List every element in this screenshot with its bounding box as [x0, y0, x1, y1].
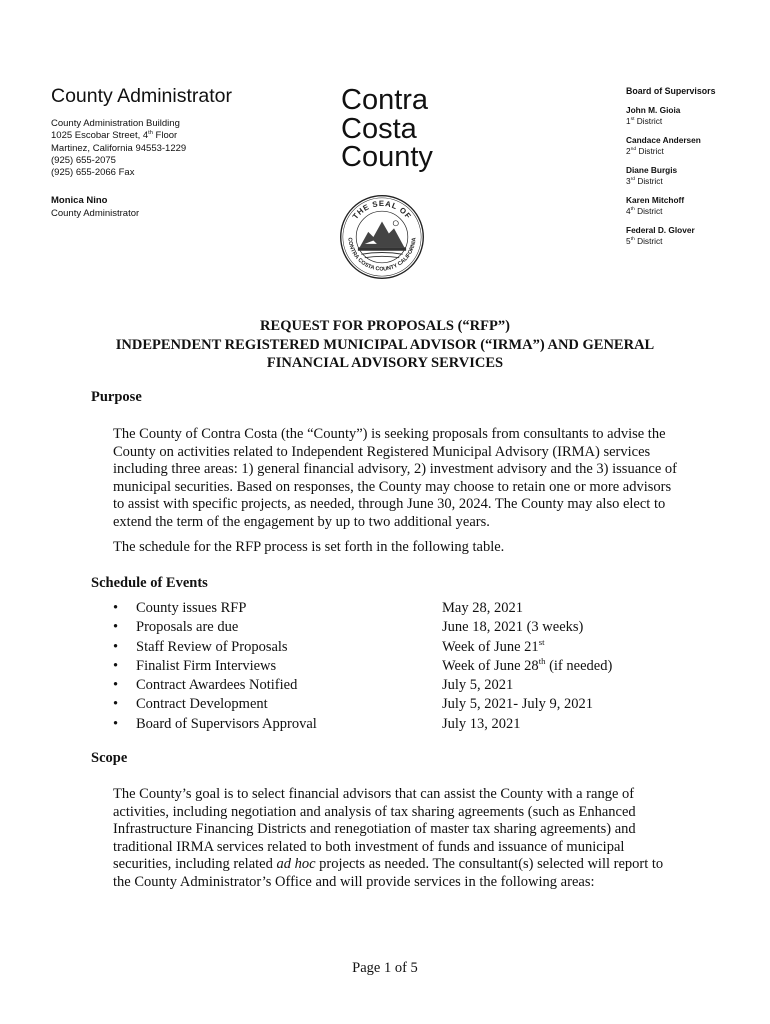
schedule-date: May 28, 2021	[442, 600, 523, 616]
schedule-event: Contract Awardees Notified	[136, 677, 298, 694]
schedule-heading: Schedule of Events	[91, 575, 208, 591]
page-number: Page 1 of 5	[352, 960, 418, 976]
purpose-heading: Purpose	[91, 389, 142, 405]
member-district: 4th District	[626, 206, 663, 216]
address-street: 1025 Escobar Street, 4th Floor	[51, 130, 178, 142]
schedule-event: Proposals are due	[136, 619, 239, 636]
schedule-date: July 5, 2021- July 9, 2021	[442, 696, 594, 713]
schedule-date: July 5, 2021	[442, 677, 514, 694]
member-name: Karen Mitchoff	[626, 195, 685, 205]
board-member	[626, 105, 766, 127]
address-fax: (925) 655-2066 Fax	[51, 167, 135, 179]
svg-text:THE SEAL OF: THE SEAL OF	[350, 199, 414, 221]
document-title: REQUEST FOR PROPOSALS (“RFP”) INDEPENDENT REGISTERED MUNICIPAL ADVISOR (“IRMA”) AND GENERAL FINANCIAL ADVISORY SERVICES	[115, 318, 655, 371]
member-district: 1st District	[626, 116, 663, 126]
board-member	[626, 135, 766, 157]
scope-paragraph: The County’s goal is to select financial advisors that can assist the County with a range of activities, including negotiation and analysis of tax sharing agreements (such as Enhanced Infrastructure Financing Districts and renegotiation of master tax sharing agreements) and traditional IRMA services related to both investment of funds and issuance of municipal securities, including related ad hoc projects as needed. The consultant(s) selected will report to the County Administrator’s Office and will provide services in the following areas:	[113, 786, 664, 890]
schedule-date: Week of June 21st	[442, 636, 545, 655]
address-building: County Administration Building	[51, 118, 180, 129]
board-of-supervisors	[626, 86, 766, 255]
purpose-paragraph: The County of Contra Costa (the “County”) is seeking proposals from consultants to advise the County on activities related to Independent Registered Municipal Advisory (IRMA) services including three areas: 1) general financial advisory, 2) investment advisory and the 3) issuance of municipal securities. Based on responses, the County may choose to retain one or more advisors to assist with specific projects, as needed, through June 30, 2024. The County may also elect to extend the term of the engagement by up to two additional years.	[113, 426, 677, 530]
board-title: Board of Supervisors	[626, 86, 716, 96]
schedule-event: County issues RFP	[136, 600, 247, 616]
schedule-event: Board of Supervisors Approval	[136, 715, 317, 732]
schedule-intro: The schedule for the RFP process is set forth in the following table.	[113, 539, 505, 555]
letterhead-left	[51, 84, 311, 220]
member-district: 2nd District	[626, 146, 664, 156]
member-name: Diane Burgis	[626, 165, 678, 175]
administrator-block	[51, 195, 311, 220]
scope-heading: Scope	[91, 750, 128, 766]
member-district: 5th District	[626, 236, 663, 246]
member-name: Federal D. Glover	[626, 225, 695, 235]
administrator-role: County Administrator	[51, 207, 140, 219]
schedule-date: July 13, 2021	[442, 715, 521, 732]
address-phone: (925) 655-2075	[51, 154, 116, 166]
schedule-event: Staff Review of Proposals	[136, 638, 288, 655]
schedule-date: Week of June 28th (if needed)	[442, 656, 613, 674]
member-district: 3rd District	[626, 176, 663, 186]
board-member	[626, 195, 766, 217]
board-member	[626, 165, 766, 187]
schedule-event: Finalist Firm Interviews	[136, 657, 277, 674]
board-member	[626, 225, 766, 247]
member-name: Candace Andersen	[626, 135, 701, 145]
address-city: Martinez, California 94553-1229	[51, 142, 187, 154]
svg-text:CONTRA COSTA COUNTY CALIFORNIA: CONTRA COSTA COUNTY CALIFORNIA	[346, 237, 418, 273]
member-name: John M. Gioia	[626, 105, 681, 115]
schedule-date: June 18, 2021 (3 weeks)	[442, 619, 584, 636]
administrator-name: Monica Nino	[51, 195, 108, 207]
county-wordmark: Contra Costa County	[341, 84, 433, 173]
office-title: County Administrator	[51, 85, 232, 107]
office-address	[51, 118, 311, 179]
schedule-event: Contract Development	[136, 696, 268, 713]
county-seal-icon	[339, 194, 425, 280]
